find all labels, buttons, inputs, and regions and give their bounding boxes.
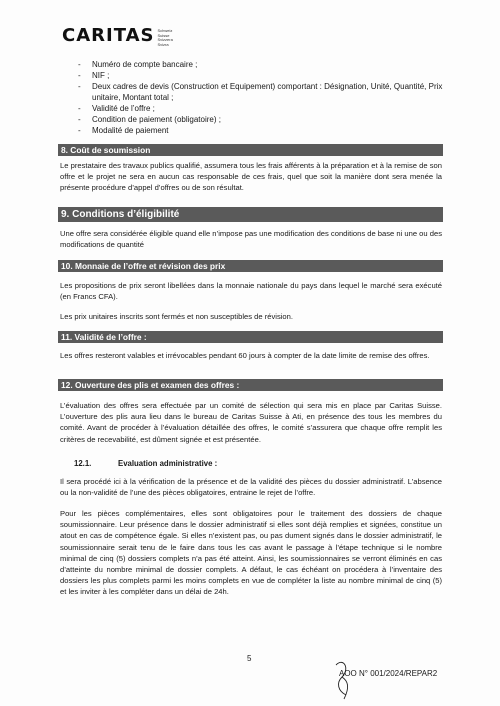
- document-reference: AOO N° 001/2024/REPAR2: [339, 669, 438, 678]
- page-number: 5: [247, 654, 252, 663]
- caritas-logo: [62, 26, 173, 47]
- list-item: - Validité de l’offre ;: [78, 103, 448, 114]
- subsection-12-1-text-2: Pour les pièces complémentaires, elles sont obligatoires pour le traitement des dossiers de chaque soumissionnaire. Leur présence dans le dossier administratif si elles sont déjà remplies et signées, constitue un atout en cas de compétence égale. Si elles n’existent pas, ou pas dument signés dans le dossier administratif, le soumissionnaire serait tenu de le faire dans tous les cas avant le passage à l’étape technique si le nombre minimal de cinq (5) dossiers complets n’a pas été atteint. Ainsi, les soumissionnaires se verront éliminés en cas d’atteinte du nombre minimal de dossier complets. A défaut, le cas échéant on procédera à l’inventaire des dossiers les plus complets parmi les moins complets en vue de compléter la liste au nombre minimal de cinq (5) et les inviter à les compléter dans un délai de 24h.: [60, 509, 442, 597]
- section-11-text: Les offres resteront valables et irrévocables pendant 60 jours à compter de la date limite de remise des offres.: [60, 351, 430, 360]
- section-8-text: Le prestataire des travaux publics qualifié, assumera tous les frais afférents à la préparation et à la remise de son offre et le projet ne sera en aucun cas responsable de ces frais, quel que soit la manière dont sera menée la présente procédure d’appel d’offres ou de son résultat.: [60, 161, 442, 193]
- section-heading-9: 9. Conditions d’éligibilité: [58, 207, 443, 222]
- section-heading-11: 11. Validité de l’offre :: [58, 331, 443, 343]
- list-item: - Modalité de paiement: [78, 125, 448, 136]
- subsection-12-1-text-1: Il sera procédé ici à la vérification de la présence et de la validité des pièces du dossier administratif. L’absence ou la non-validité de l’une des pièces obligatoires, entraine le rejet de l’offre.: [60, 477, 442, 498]
- section-10-text-1: Les propositions de prix seront libellées dans la monnaie nationale du pays dans lequel le marché sera exécuté (en Francs CFA).: [60, 281, 442, 302]
- list-item: - NIF ;: [78, 70, 448, 81]
- subsection-title: Evaluation administrative :: [118, 459, 218, 468]
- section-12-text: L’évaluation des offres sera effectuée par un comité de sélection qui sera mis en place par Caritas Suisse. L’ouverture des plis aura lieu dans le bureau de Caritas Suisse à Ati, en présence des tous les membres du comité. Avant de procéder à l’évaluation détaillée des offres, le comité s’assurera que chaque offre remplit les critères de recevabilité, est dûment signée et est présentée.: [60, 401, 442, 444]
- subsection-heading-12-1: [74, 459, 217, 468]
- section-9-text: Une offre sera considérée éligible quand elle n’impose pas une modification des conditions de base ni une ou des modifications de quantité: [60, 229, 442, 250]
- list-item: - Numéro de compte bancaire ;: [78, 59, 448, 70]
- section-heading-12: 12. Ouverture des plis et examen des offres :: [58, 379, 443, 391]
- list-item: - Deux cadres de devis (Construction et Equipement) comportant : Désignation, Unité, Quantité, Prix unitaire, Montant total ;: [78, 81, 448, 103]
- list-item: - Condition de paiement (obligatoire) ;: [78, 114, 448, 125]
- subsection-number: 12.1.: [74, 459, 92, 468]
- logo-wordmark: CARITAS: [62, 25, 155, 46]
- handwritten-signature: [330, 655, 358, 701]
- section-heading-8: 8. Coût de soumission: [58, 144, 443, 156]
- section-heading-10: 10. Monnaie de l’offre et révision des prix: [58, 260, 443, 272]
- section-10-text-2: Les prix unitaires inscrits sont fermés et non susceptibles de révision.: [60, 312, 293, 321]
- required-documents-list: [78, 59, 448, 136]
- logo-languages: Schweiz Suisse Svizzera Svizra: [157, 28, 173, 47]
